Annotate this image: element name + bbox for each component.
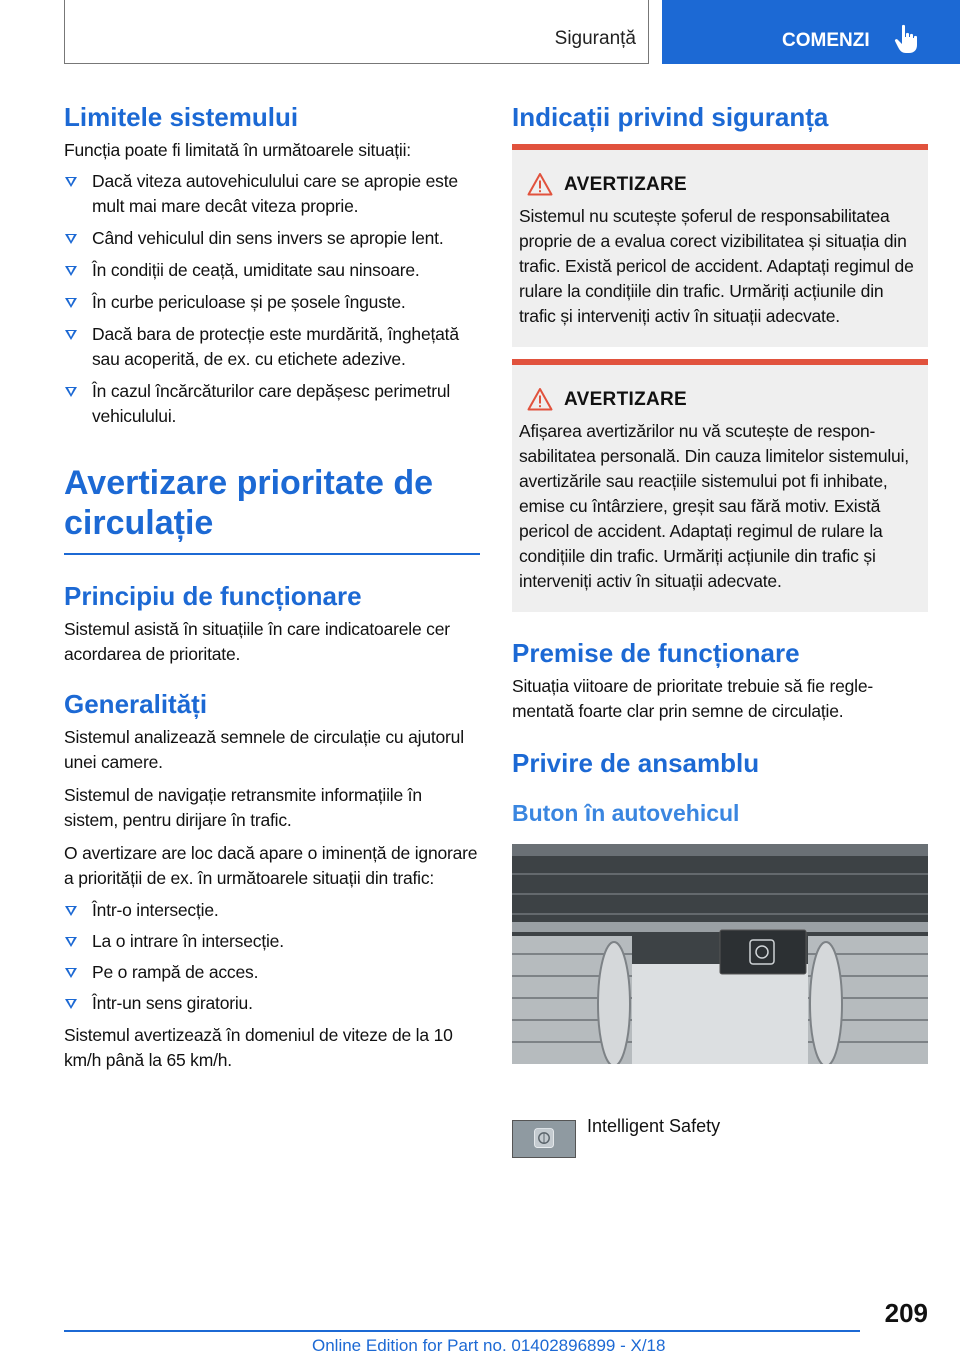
bullet-triangle-icon — [65, 266, 77, 276]
list-item: În condiții de ceață, umiditate sau ninsoare. — [64, 258, 480, 283]
limits-list — [64, 169, 480, 429]
warning-triangle-icon — [527, 387, 553, 411]
bullet-triangle-icon — [65, 906, 77, 916]
bullet-triangle-icon — [65, 937, 77, 947]
dashboard-photo — [512, 844, 928, 1064]
hand-pointer-icon — [894, 24, 920, 54]
right-column — [512, 100, 928, 1064]
principle-heading: Principiu de funcționare — [64, 580, 362, 611]
list-item: În cazul încărcăturilor care depășesc perimetrul vehiculului. — [64, 379, 480, 429]
list-item: Pe o rampă de acces. — [64, 960, 480, 985]
bullet-triangle-icon — [65, 999, 77, 1009]
warning-heading: AVERTIZARE — [564, 174, 687, 195]
warning-text: Afișarea avertizărilor nu vă scutește de responsabilitatea personală. Din cauza limitelor sistemului, avertizările sau reacțiile sistemului pot fi inhibate, emise cu întârziere, greșit sau fără motiv. Există pericol de accident. Adaptați regimul de rulare la condițiile din trafic. Urmăriți acțiunile din trafic și interveniți activ în situații adecvate. — [519, 421, 909, 591]
header-active-tab-label: COMENZI — [782, 30, 870, 51]
bullet-triangle-icon — [65, 234, 77, 244]
intelligent-safety-button-icon — [512, 1120, 576, 1158]
list-item: Dacă bara de protecție este murdărită, înghețată sau acoperită, de ex. cu etichete adezive. — [64, 322, 480, 372]
bullet-triangle-icon — [65, 330, 77, 340]
warning-heading: AVERTIZARE — [564, 389, 687, 410]
list-item: În curbe periculoase și pe șosele înguste. — [64, 290, 480, 315]
left-column — [64, 100, 480, 1073]
button-caption: Intelligent Safety — [587, 1116, 721, 1136]
principle-text: Sistemul asistă în situațiile în care indicatoarele cer acordarea de prioritate. — [64, 618, 450, 664]
bullet-triangle-icon — [65, 177, 77, 187]
chapter-divider — [64, 553, 480, 555]
list-item: Dacă viteza autovehiculului care se apropie este mult mai mare decât viteza proprie. — [64, 169, 480, 219]
button-heading: Buton în autovehicul — [512, 800, 740, 826]
general-paragraph: Sistemul analizează semnele de circulație cu ajutorul unei camere. — [64, 726, 464, 772]
chapter-title: Avertizare prioritate de circulație — [64, 464, 434, 542]
bullet-triangle-icon — [65, 387, 77, 397]
footer-divider — [64, 1330, 860, 1332]
bullet-triangle-icon — [65, 968, 77, 978]
premise-text: Situația viitoare de prioritate trebuie să fie reglementată foarte clar prin semne de circulație. — [512, 676, 874, 721]
header-section-tab[interactable] — [64, 0, 649, 64]
footer-edition: Online Edition for Part no. 01402896899 - X/18 — [312, 1336, 666, 1355]
page-number: 209 — [884, 1298, 928, 1328]
warning-box — [512, 359, 928, 612]
general-heading: Generalități — [64, 688, 208, 719]
limits-intro: Funcția poate fi limitată în următoarele situații: — [64, 140, 411, 160]
limits-heading: Limitele sistemului — [64, 102, 299, 132]
speed-range-text: Sistemul avertizează în domeniul de viteze de la 10 km/h până la 65 km/h. — [64, 1024, 453, 1070]
premise-heading: Premise de funcționare — [512, 638, 800, 668]
list-item: Într-o intersecție. — [64, 898, 480, 923]
safety-heading: Indicații privind siguranța — [512, 102, 829, 132]
list-item: Când vehiculul din sens invers se apropie lent. — [64, 226, 480, 251]
warning-box — [512, 144, 928, 347]
overview-heading: Privire de ansamblu — [512, 748, 760, 778]
warning-triangle-icon — [527, 172, 553, 196]
situations-list — [64, 898, 480, 1016]
header-section-label: Siguranță — [554, 28, 636, 49]
header-active-tab[interactable] — [662, 0, 960, 64]
general-paragraph: O avertizare are loc dacă apare o iminență de ignorare a priorității de ex. în următoarele situații din trafic: — [64, 842, 478, 888]
general-paragraph: Sistemul de navigație retransmite informațiile în sistem, pentru dirijare în trafic. — [64, 784, 422, 830]
list-item: Într-un sens giratoriu. — [64, 991, 480, 1016]
list-item: La o intrare în intersecție. — [64, 929, 480, 954]
warning-text: Sistemul nu scutește șoferul de responsabilitatea proprie de a evalua corect vizibilitatea și situația din trafic. Există pericol de accident. Adaptați regimul de rulare la condițiile din trafic. Urmăriți acțiunile din trafic și interveniți activ în situații adecvate. — [519, 206, 914, 326]
bullet-triangle-icon — [65, 298, 77, 308]
